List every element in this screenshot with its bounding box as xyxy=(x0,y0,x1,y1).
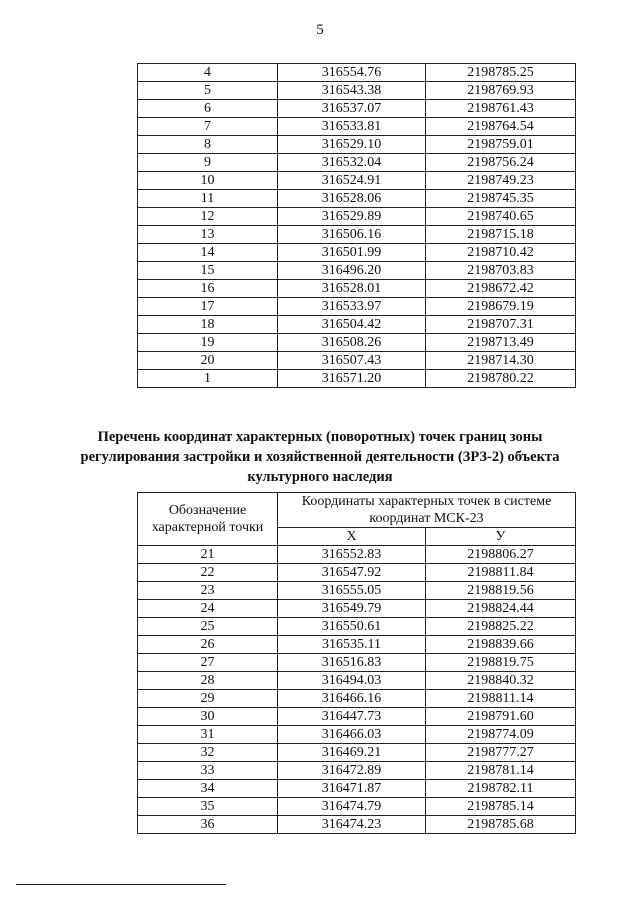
x-coordinate-cell: 316532.04 xyxy=(278,154,426,172)
x-coordinate-cell: 316494.03 xyxy=(278,672,426,690)
y-coordinate-cell: 2198782.11 xyxy=(426,780,576,798)
point-number-cell: 12 xyxy=(138,208,278,226)
y-coordinate-cell: 2198785.25 xyxy=(426,64,576,82)
x-coordinate-cell: 316549.79 xyxy=(278,600,426,618)
point-number-cell: 25 xyxy=(138,618,278,636)
x-coordinate-cell: 316506.16 xyxy=(278,226,426,244)
point-number-cell: 15 xyxy=(138,262,278,280)
y-coordinate-cell: 2198811.84 xyxy=(426,564,576,582)
y-coordinate-cell: 2198806.27 xyxy=(426,546,576,564)
point-number-cell: 7 xyxy=(138,118,278,136)
table-row xyxy=(138,370,576,388)
table-row xyxy=(138,154,576,172)
x-coordinate-cell: 316554.76 xyxy=(278,64,426,82)
point-number-cell: 33 xyxy=(138,762,278,780)
table-row xyxy=(138,726,576,744)
table-row xyxy=(138,816,576,834)
x-coordinate-cell: 316474.79 xyxy=(278,798,426,816)
point-number-cell: 13 xyxy=(138,226,278,244)
point-number-cell: 30 xyxy=(138,708,278,726)
table2-body xyxy=(138,546,576,834)
point-number-cell: 27 xyxy=(138,654,278,672)
point-number-cell: 5 xyxy=(138,82,278,100)
table-row xyxy=(138,582,576,600)
x-coordinate-cell: 316472.89 xyxy=(278,762,426,780)
footer-divider xyxy=(16,884,226,885)
table-row xyxy=(138,208,576,226)
y-coordinate-cell: 2198824.44 xyxy=(426,600,576,618)
y-coordinate-cell: 2198780.22 xyxy=(426,370,576,388)
point-number-cell: 31 xyxy=(138,726,278,744)
coordinates-table-zrz2 xyxy=(137,492,576,834)
table-row xyxy=(138,546,576,564)
x-coordinate-cell: 316469.21 xyxy=(278,744,426,762)
table-row xyxy=(138,244,576,262)
x-coordinate-cell: 316555.05 xyxy=(278,582,426,600)
table-row xyxy=(138,334,576,352)
point-number-cell: 18 xyxy=(138,316,278,334)
y-coordinate-cell: 2198785.14 xyxy=(426,798,576,816)
table-row xyxy=(138,690,576,708)
point-number-cell: 22 xyxy=(138,564,278,582)
y-coordinate-cell: 2198774.09 xyxy=(426,726,576,744)
table-row xyxy=(138,298,576,316)
y-coordinate-cell: 2198819.75 xyxy=(426,654,576,672)
point-number-cell: 35 xyxy=(138,798,278,816)
y-coordinate-cell: 2198707.31 xyxy=(426,316,576,334)
point-number-cell: 9 xyxy=(138,154,278,172)
y-coordinate-cell: 2198781.14 xyxy=(426,762,576,780)
point-number-cell: 16 xyxy=(138,280,278,298)
x-coordinate-cell: 316529.89 xyxy=(278,208,426,226)
y-coordinate-cell: 2198703.83 xyxy=(426,262,576,280)
point-number-cell: 6 xyxy=(138,100,278,118)
table-row xyxy=(138,352,576,370)
header-y: У xyxy=(426,528,576,546)
table-row xyxy=(138,280,576,298)
x-coordinate-cell: 316504.42 xyxy=(278,316,426,334)
x-coordinate-cell: 316537.07 xyxy=(278,100,426,118)
y-coordinate-cell: 2198811.14 xyxy=(426,690,576,708)
x-coordinate-cell: 316516.83 xyxy=(278,654,426,672)
y-coordinate-cell: 2198764.54 xyxy=(426,118,576,136)
point-number-cell: 36 xyxy=(138,816,278,834)
header-point-designation: Обозначение характерной точки xyxy=(138,493,278,546)
point-number-cell: 11 xyxy=(138,190,278,208)
x-coordinate-cell: 316535.11 xyxy=(278,636,426,654)
point-number-cell: 26 xyxy=(138,636,278,654)
point-number-cell: 24 xyxy=(138,600,278,618)
table-row xyxy=(138,82,576,100)
x-coordinate-cell: 316528.06 xyxy=(278,190,426,208)
y-coordinate-cell: 2198756.24 xyxy=(426,154,576,172)
y-coordinate-cell: 2198839.66 xyxy=(426,636,576,654)
point-number-cell: 4 xyxy=(138,64,278,82)
x-coordinate-cell: 316474.23 xyxy=(278,816,426,834)
y-coordinate-cell: 2198740.65 xyxy=(426,208,576,226)
x-coordinate-cell: 316447.73 xyxy=(278,708,426,726)
point-number-cell: 34 xyxy=(138,780,278,798)
point-number-cell: 23 xyxy=(138,582,278,600)
y-coordinate-cell: 2198769.93 xyxy=(426,82,576,100)
table-row xyxy=(138,226,576,244)
table-row xyxy=(138,64,576,82)
table-row xyxy=(138,798,576,816)
table-row xyxy=(138,316,576,334)
page-number: 5 xyxy=(316,22,324,38)
y-coordinate-cell: 2198745.35 xyxy=(426,190,576,208)
table-row xyxy=(138,136,576,154)
header-coordinates: Координаты характерных точек в системе координат МСК-23 xyxy=(278,493,576,528)
x-coordinate-cell: 316466.16 xyxy=(278,690,426,708)
y-coordinate-cell: 2198759.01 xyxy=(426,136,576,154)
table-row xyxy=(138,190,576,208)
x-coordinate-cell: 316507.43 xyxy=(278,352,426,370)
x-coordinate-cell: 316501.99 xyxy=(278,244,426,262)
y-coordinate-cell: 2198714.30 xyxy=(426,352,576,370)
y-coordinate-cell: 2198840.32 xyxy=(426,672,576,690)
y-coordinate-cell: 2198791.60 xyxy=(426,708,576,726)
table-row xyxy=(138,618,576,636)
point-number-cell: 29 xyxy=(138,690,278,708)
table1-body xyxy=(138,64,576,388)
header-x: X xyxy=(278,528,426,546)
table2-header-row xyxy=(138,493,576,528)
table-row xyxy=(138,654,576,672)
x-coordinate-cell: 316471.87 xyxy=(278,780,426,798)
y-coordinate-cell: 2198715.18 xyxy=(426,226,576,244)
y-coordinate-cell: 2198749.23 xyxy=(426,172,576,190)
table-row xyxy=(138,672,576,690)
point-number-cell: 32 xyxy=(138,744,278,762)
point-number-cell: 21 xyxy=(138,546,278,564)
table-row xyxy=(138,708,576,726)
x-coordinate-cell: 316533.97 xyxy=(278,298,426,316)
table-row xyxy=(138,636,576,654)
x-coordinate-cell: 316508.26 xyxy=(278,334,426,352)
point-number-cell: 1 xyxy=(138,370,278,388)
point-number-cell: 17 xyxy=(138,298,278,316)
x-coordinate-cell: 316533.81 xyxy=(278,118,426,136)
x-coordinate-cell: 316528.01 xyxy=(278,280,426,298)
x-coordinate-cell: 316543.38 xyxy=(278,82,426,100)
x-coordinate-cell: 316529.10 xyxy=(278,136,426,154)
y-coordinate-cell: 2198672.42 xyxy=(426,280,576,298)
x-coordinate-cell: 316524.91 xyxy=(278,172,426,190)
y-coordinate-cell: 2198819.56 xyxy=(426,582,576,600)
y-coordinate-cell: 2198761.43 xyxy=(426,100,576,118)
section-heading: Перечень координат характерных (поворотных) точек границ зоны регулирования застройки и хозяйственной деятельности (ЗРЗ-2) объекта культурного наследия xyxy=(80,429,560,485)
coordinates-table-continued xyxy=(137,63,576,388)
y-coordinate-cell: 2198679.19 xyxy=(426,298,576,316)
table-row xyxy=(138,744,576,762)
table-row xyxy=(138,600,576,618)
point-number-cell: 19 xyxy=(138,334,278,352)
table-row xyxy=(138,762,576,780)
y-coordinate-cell: 2198710.42 xyxy=(426,244,576,262)
table-row xyxy=(138,262,576,280)
table-row xyxy=(138,100,576,118)
table-row xyxy=(138,780,576,798)
point-number-cell: 10 xyxy=(138,172,278,190)
y-coordinate-cell: 2198825.22 xyxy=(426,618,576,636)
x-coordinate-cell: 316547.92 xyxy=(278,564,426,582)
y-coordinate-cell: 2198777.27 xyxy=(426,744,576,762)
y-coordinate-cell: 2198785.68 xyxy=(426,816,576,834)
point-number-cell: 28 xyxy=(138,672,278,690)
point-number-cell: 20 xyxy=(138,352,278,370)
x-coordinate-cell: 316571.20 xyxy=(278,370,426,388)
x-coordinate-cell: 316496.20 xyxy=(278,262,426,280)
x-coordinate-cell: 316466.03 xyxy=(278,726,426,744)
point-number-cell: 8 xyxy=(138,136,278,154)
y-coordinate-cell: 2198713.49 xyxy=(426,334,576,352)
table-row xyxy=(138,564,576,582)
x-coordinate-cell: 316550.61 xyxy=(278,618,426,636)
table-row xyxy=(138,118,576,136)
x-coordinate-cell: 316552.83 xyxy=(278,546,426,564)
table-row xyxy=(138,172,576,190)
point-number-cell: 14 xyxy=(138,244,278,262)
